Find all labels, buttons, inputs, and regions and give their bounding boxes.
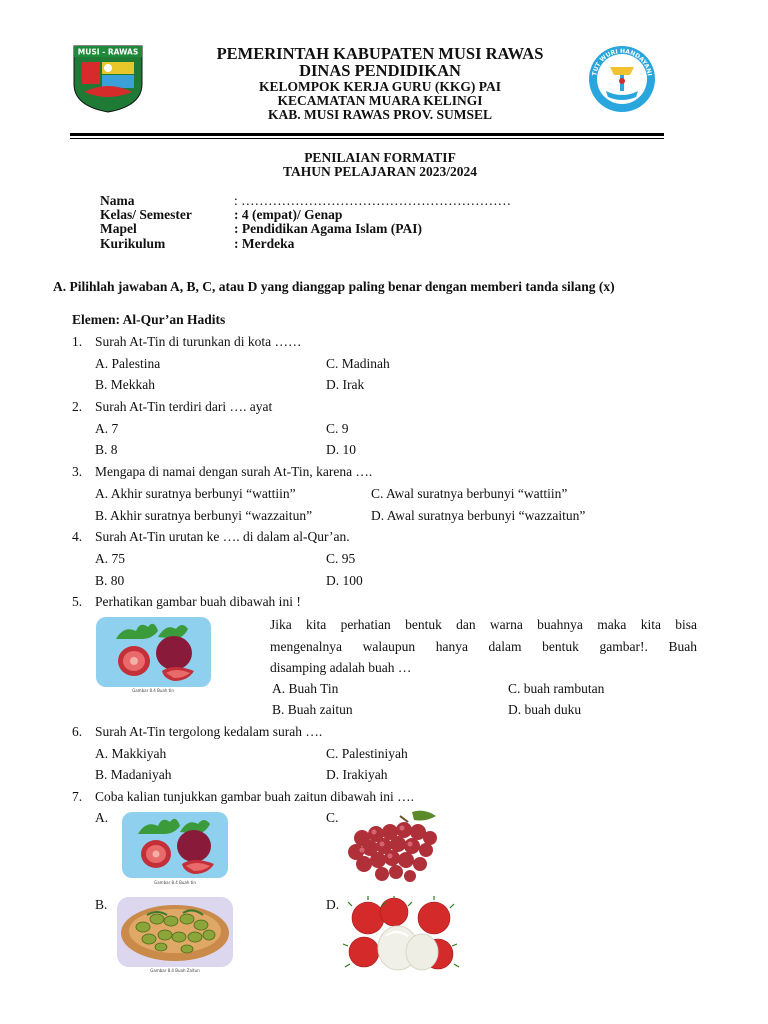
info-label-curriculum: Kurikulum — [100, 236, 166, 251]
exam-year: TAHUN PELAJARAN 2023/2024 — [282, 164, 477, 179]
option-b[interactable]: B. Mekkah — [95, 377, 155, 392]
option-d[interactable]: D. 10 — [326, 442, 356, 457]
info-value-curriculum: : Merdeka — [234, 236, 295, 251]
info-label-subject: Mapel — [100, 221, 137, 236]
header-line-2: DINAS PENDIDIKAN — [299, 61, 461, 80]
option-d[interactable]: D. 100 — [326, 573, 363, 588]
question-number: 4. — [72, 529, 83, 544]
option-d[interactable]: D. buah duku — [508, 702, 582, 717]
option-b[interactable]: B. Akhir suratnya berbunyi “wazzaitun” — [95, 508, 313, 523]
exam-title: PENILAIAN FORMATIF — [304, 150, 456, 165]
question-text: Mengapa di namai dengan surah At-Tin, karena …. — [95, 464, 373, 479]
header-divider-thin — [70, 138, 664, 139]
info-value-name[interactable]: : …………………………………………………… — [234, 193, 512, 208]
option-c[interactable]: C. 9 — [326, 421, 349, 436]
option-d[interactable]: D. Awal suratnya berbunyi “wazzaitun” — [371, 508, 586, 523]
instruction: A. Pilihlah jawaban A, B, C, atau D yang dianggap paling benar dengan memberi tanda silang (x) — [53, 279, 615, 294]
question-number: 3. — [72, 464, 83, 479]
option-b[interactable]: B. Buah zaitun — [272, 702, 353, 717]
option-b-image[interactable] — [117, 897, 233, 975]
logo-right-text: TUT WURI HANDAYANI — [591, 47, 653, 77]
element-heading: Elemen: Al-Qur’an Hadits — [72, 312, 226, 327]
info-value-subject: : Pendidikan Agama Islam (PAI) — [234, 221, 423, 236]
question-number: 6. — [72, 724, 83, 739]
option-b[interactable]: B. 8 — [95, 442, 118, 457]
question-text: Coba kalian tunjukkan gambar buah zaitun dibawah ini …. — [95, 789, 415, 804]
header-divider-thick — [70, 133, 664, 136]
option-b-letter[interactable]: B. — [95, 897, 108, 912]
paragraph-line: Jika kita perhatian bentuk dan warna buahnya maka kita bisa — [270, 617, 697, 632]
header-line-1: PEMERINTAH KABUPATEN MUSI RAWAS — [216, 44, 544, 63]
question-text: Surah At-Tin tergolong kedalam surah …. — [95, 724, 323, 739]
info-label-name: Nama — [100, 193, 135, 208]
info-value-class: : 4 (empat)/ Genap — [234, 207, 343, 222]
option-a-image[interactable] — [118, 812, 230, 888]
question-text: Surah At-Tin di turunkan di kota …… — [95, 334, 302, 349]
option-c[interactable]: C. 95 — [326, 551, 356, 566]
option-c[interactable]: C. Palestiniyah — [326, 746, 408, 761]
question-text: Perhatikan gambar buah dibawah ini ! — [95, 594, 301, 609]
paragraph-line: mengenalnya walaupun hanya dalam bentuk gambar!. Buah — [270, 638, 697, 654]
option-d[interactable]: D. Irakiyah — [326, 767, 388, 782]
option-a-letter[interactable]: A. — [95, 810, 109, 825]
logo-left-text: MUSI - RAWAS — [77, 47, 139, 57]
option-b[interactable]: B. Madaniyah — [95, 767, 172, 782]
option-b-caption: Gambar 8.4 Buah Zaitun — [150, 968, 200, 973]
option-a-caption: Gambar 8.4 Buah tin — [154, 880, 196, 885]
header-line-3: KELOMPOK KERJA GURU (KKG) PAI — [259, 79, 501, 94]
option-d-letter[interactable]: D. — [326, 897, 340, 912]
option-a[interactable]: A. Buah Tin — [272, 681, 339, 696]
tut-wuri-handayani-logo — [586, 45, 658, 113]
paragraph-line: disamping adalah buah … — [270, 660, 412, 675]
option-a[interactable]: A. Akhir suratnya berbunyi “wattiin” — [95, 486, 296, 501]
option-d[interactable]: D. Irak — [326, 377, 365, 392]
option-c[interactable]: C. Madinah — [326, 356, 390, 371]
question-number: 7. — [72, 789, 83, 804]
option-c[interactable]: C. buah rambutan — [508, 681, 605, 696]
question-number: 5. — [72, 594, 83, 609]
option-c[interactable]: C. Awal suratnya berbunyi “wattiin” — [371, 486, 568, 501]
option-b[interactable]: B. 80 — [95, 573, 125, 588]
header-line-5: KAB. MUSI RAWAS PROV. SUMSEL — [267, 107, 493, 122]
option-c-image[interactable] — [342, 808, 450, 888]
info-label-class: Kelas/ Semester — [100, 207, 192, 222]
question-text: Surah At-Tin terdiri dari …. ayat — [95, 399, 273, 414]
question-text: Surah At-Tin urutan ke …. di dalam al-Qur’an. — [95, 529, 350, 544]
question-number: 1. — [72, 334, 83, 349]
option-c-letter[interactable]: C. — [326, 810, 339, 825]
option-a[interactable]: A. 7 — [95, 421, 119, 436]
option-d-image[interactable] — [342, 896, 462, 978]
option-a[interactable]: A. Palestina — [95, 356, 161, 371]
question-number: 2. — [72, 399, 83, 414]
fig-fruit-image — [96, 617, 211, 695]
question-5-paragraph — [270, 614, 697, 679]
option-a[interactable]: A. Makkiyah — [95, 746, 167, 761]
header-line-4: KECAMATAN MUARA KELINGI — [277, 93, 483, 108]
musi-rawas-logo — [72, 44, 144, 114]
option-a[interactable]: A. 75 — [95, 551, 125, 566]
fig-caption: Gambar 8.4 Buah tin — [132, 688, 174, 693]
